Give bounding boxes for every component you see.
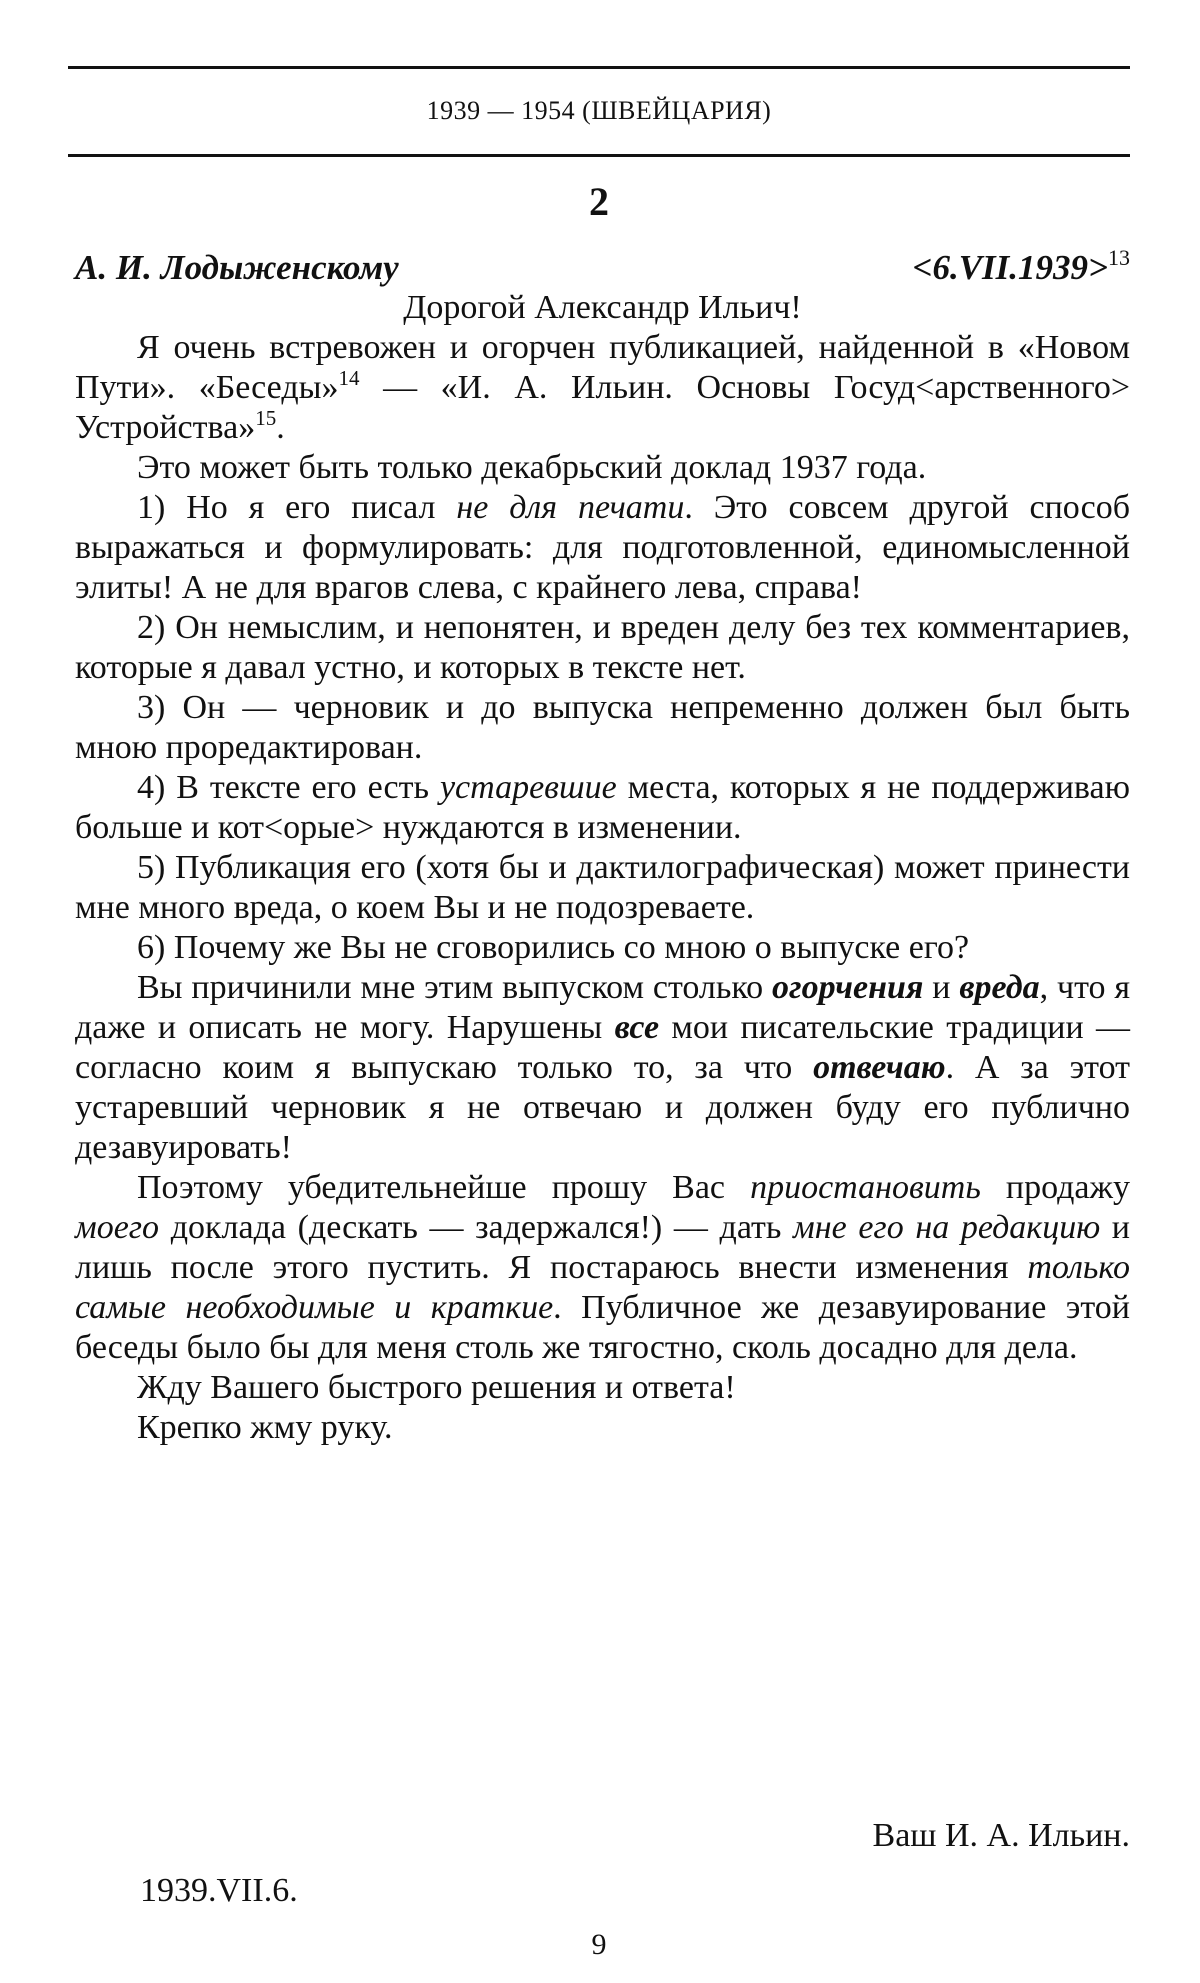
- letter-body: [75, 288, 1130, 1448]
- text-run: и: [923, 969, 960, 1006]
- paragraph-3: [75, 488, 1130, 608]
- letter-date-text: <6.VII.1939>: [912, 248, 1108, 287]
- running-head: 1939 — 1954 (ШВЕЙЦАРИЯ): [426, 96, 772, 125]
- italic-run: приостановить: [750, 1169, 981, 1206]
- text-run: места, которых я не поддерживаю больше и кот<орые> нуждаются в изменении.: [75, 769, 1131, 846]
- addressee: А. И. Лодыженскому: [75, 248, 399, 287]
- italic-run: только самые необходимые и краткие: [75, 1249, 1130, 1326]
- header-rule-bottom: [68, 154, 1130, 157]
- paragraph-1: [75, 328, 1130, 448]
- bold-italic-run: отвечаю: [813, 1049, 946, 1086]
- bold-italic-run: огорчения: [772, 969, 924, 1006]
- italic-run: моего: [75, 1209, 160, 1246]
- italic-run: устаревшие: [439, 769, 617, 806]
- salutation: Дорогой Александр Ильич!: [403, 289, 802, 326]
- text-run: и лишь после этого пустить. Я постараюсь внести изменения: [75, 1209, 1131, 1286]
- paragraph-2: Это может быть только декабрьский доклад 1937 года.: [137, 449, 927, 486]
- text-run: продажу: [980, 1169, 1130, 1206]
- paragraph-11: Жду Вашего быстрого решения и ответа!: [137, 1369, 736, 1406]
- letter-number: 2: [589, 179, 609, 224]
- text-run: . Это совсем другой способ выражаться и формулировать: для подготовленной, единомысленной элиты! А не для врагов слева, с крайнего лева, справа!: [75, 489, 1130, 606]
- text-run: — «И. А. Ильин. Основы Госуд<арственного> Устройства»: [75, 369, 1130, 446]
- paragraph-7: 5) Публикация его (хотя бы и дактилографическая) может принести мне много вреда, о коем Вы и не подозреваете.: [75, 849, 1130, 926]
- paragraph-4: 2) Он немыслим, и непонятен, и вреден делу без тех комментариев, которые я давал устно, и которых в тексте нет.: [75, 609, 1130, 686]
- header-rule-top: [68, 66, 1130, 69]
- signature-date: 1939.VII.6.: [140, 1872, 298, 1909]
- text-run: доклада (дескать — задержался!) — дать: [159, 1209, 794, 1246]
- footnote-ref-14: 14: [338, 366, 360, 390]
- letter-date: [912, 245, 1130, 288]
- text-run: . Публичное же дезавуирование этой беседы было бы для меня столь же тягостно, сколь досадно для дела.: [75, 1289, 1130, 1366]
- paragraph-6: [75, 768, 1130, 848]
- address-row: [75, 245, 1130, 292]
- paragraph-9: [75, 968, 1130, 1168]
- text-run: мои писательские традиции — согласно коим я выпускаю только то, за что: [75, 1009, 1130, 1086]
- paragraph-5: 3) Он — черновик и до выпуска непременно должен был быть мною проредактирован.: [75, 689, 1130, 766]
- italic-run: не для печати: [456, 489, 685, 526]
- text-run: 1) Но я его писал: [137, 489, 457, 526]
- paragraph-8: 6) Почему же Вы не сговорились со мною о выпуске его?: [137, 929, 970, 966]
- text-run: .: [276, 409, 285, 446]
- footnote-ref-13: 13: [1108, 245, 1130, 270]
- bold-italic-run: вреда: [959, 969, 1040, 1006]
- text-run: 4) В тексте его есть: [137, 769, 440, 806]
- text-run: Вы причинили мне этим выпуском столько: [137, 969, 773, 1006]
- text-run: , что я даже и описать не могу. Нарушены: [75, 969, 1130, 1046]
- paragraph-12: Крепко жму руку.: [137, 1409, 393, 1446]
- bold-italic-run: все: [614, 1009, 660, 1046]
- text-run: Я очень встревожен и огорчен публикацией, найденной в «Новом Пути». «Беседы»: [75, 329, 1130, 406]
- footnote-ref-15: 15: [255, 406, 277, 430]
- signature: Ваш И. А. Ильин.: [872, 1817, 1130, 1854]
- italic-run: мне его на редакцию: [793, 1209, 1101, 1246]
- text-run: . А за этот устаревший черновик я не отвечаю и должен буду его публично дезавуировать!: [75, 1049, 1130, 1166]
- paragraph-10: [75, 1168, 1130, 1368]
- text-run: Поэтому убедительнейше прошу Вас: [137, 1169, 751, 1206]
- page-number: 9: [591, 1928, 607, 1961]
